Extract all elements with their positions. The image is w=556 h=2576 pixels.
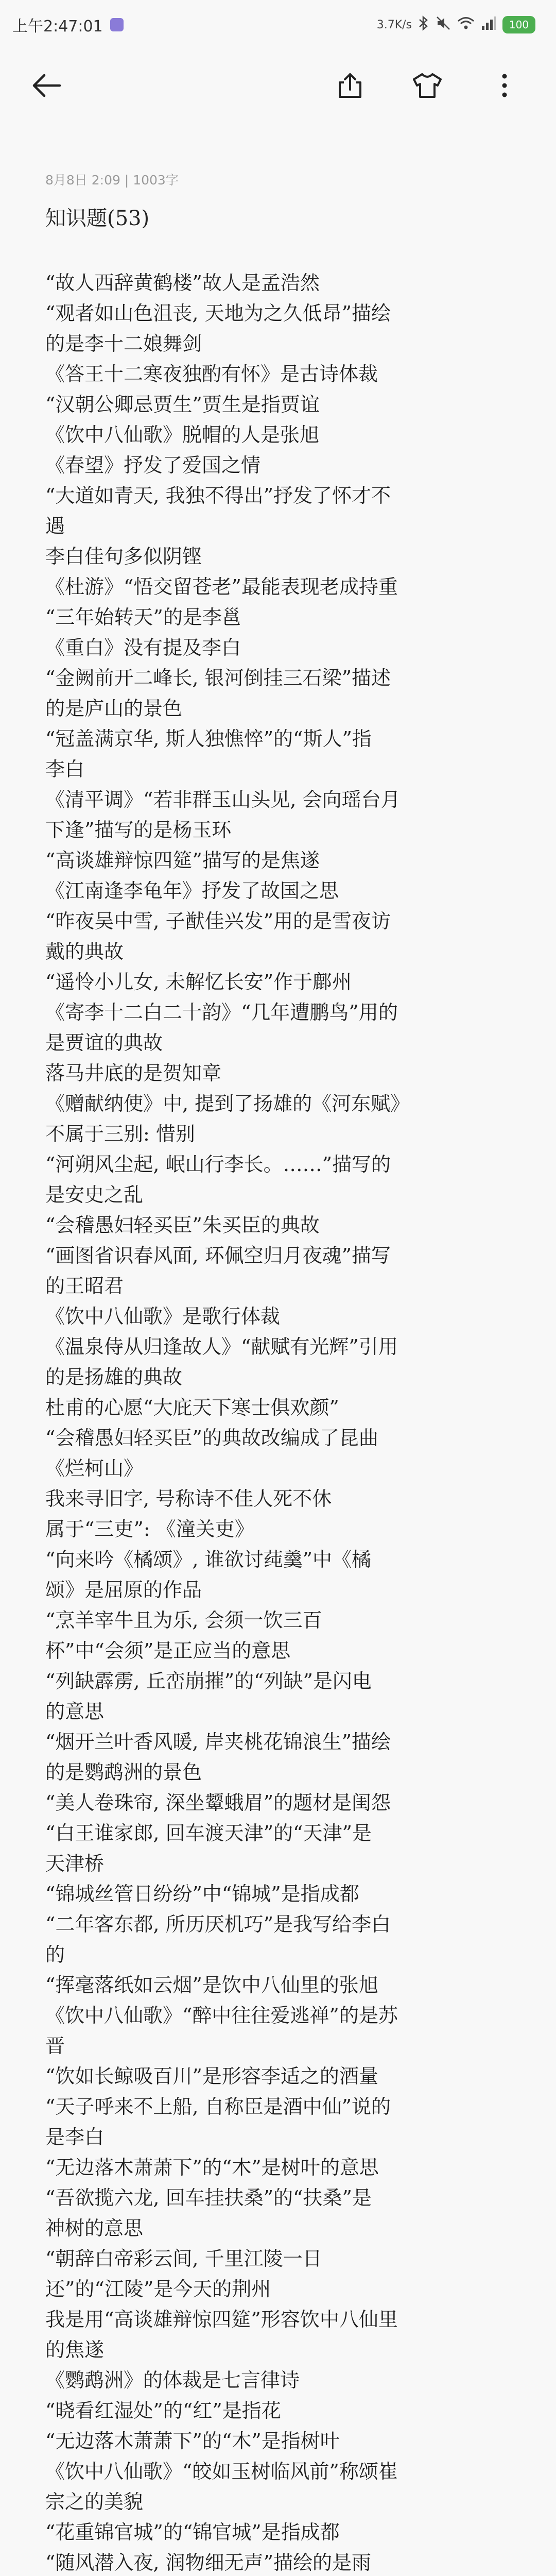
note-line: “饮如长鲸吸百川”是形容李适之的酒量 <box>45 2065 378 2088</box>
note-line: 《清平调》“若非群玉山头见, 会向瑶台月 <box>45 788 401 811</box>
note-line: “朝辞白帝彩云间, 千里江陵一日 <box>45 2247 322 2270</box>
note-line: “烹羊宰牛且为乐, 会须一饮三百 <box>45 1609 322 1632</box>
more-vertical-icon <box>499 71 510 100</box>
status-time: 上午2:47:01 <box>12 18 103 36</box>
note-line: 宗之的美貌 <box>45 2490 144 2513</box>
mute-icon <box>436 15 451 34</box>
note-line: “故人西辞黄鹤楼”故人是孟浩然 <box>45 272 320 294</box>
note-line: “向来吟《橘颂》, 谁欲讨莼羹”中《橘 <box>45 1548 372 1571</box>
note-line: “观者如山色沮丧, 天地为之久低昂”描绘 <box>45 302 391 325</box>
note-line: 李白佳句多似阴铿 <box>45 545 202 568</box>
note-line: “随风潜入夜, 润物细无声”描绘的是雨 <box>45 2551 372 2574</box>
note-line: 《烂柯山》 <box>45 1457 144 1480</box>
note-line: “金阙前开二峰长, 银河倒挂三石梁”描述 <box>45 667 391 689</box>
note-line: 《温泉侍从归逢故人》“献赋有光辉”引用 <box>45 1335 398 1358</box>
note-line: 落马井底的是贺知章 <box>45 1062 222 1084</box>
note-body[interactable] <box>45 268 529 2576</box>
note-line: 《饮中八仙歌》是歌行体裁 <box>45 1305 281 1328</box>
notification-app-icon <box>110 18 124 31</box>
network-speed: 3.7K/s <box>376 18 412 31</box>
share-button[interactable] <box>329 65 371 106</box>
note-line: “花重锦官城”的“锦官城”是指成都 <box>45 2521 340 2544</box>
note-line: “三年始转天”的是李邕 <box>45 606 241 629</box>
note-line: “大道如青天, 我独不得出”抒发了怀才不 <box>45 484 391 507</box>
note-line: 的是扬雄的典故 <box>45 1366 183 1388</box>
note-line: 的意思 <box>45 1700 105 1723</box>
note-line: 遇 <box>45 515 65 537</box>
note-line: 下逢”描写的是杨玉环 <box>45 819 232 841</box>
note-line: 《寄李十二白二十韵》“几年遭鹏鸟”用的 <box>45 1001 398 1024</box>
note-line: 《杜游》“悟交留苍老”最能表现老成持重 <box>45 575 398 598</box>
note-line: “高谈雄辩惊四筵”描写的是焦遂 <box>45 849 320 872</box>
note-line: 《重白》没有提及李白 <box>45 636 241 659</box>
note-line: 是李白 <box>45 2126 105 2148</box>
shirt-icon <box>412 71 443 100</box>
note-line: 《饮中八仙歌》“皎如玉树临风前”称颂崔 <box>45 2460 398 2483</box>
note-line: 《春望》抒发了爱国之情 <box>45 454 261 477</box>
theme-button[interactable] <box>407 65 448 106</box>
share-icon <box>336 71 364 100</box>
signal-icon <box>481 15 496 34</box>
status-right <box>377 15 535 34</box>
note-line: 杜甫的心愿“大庇天下寒士俱欢颜” <box>45 1396 339 1419</box>
wifi-icon <box>457 15 475 34</box>
note-line: 的是鹦鹉洲的景色 <box>45 1761 202 1784</box>
note-line: “无边落木萧萧下”的“木”是树叶的意思 <box>45 2156 379 2179</box>
note-line: 杯”中“会须”是正应当的意思 <box>45 1639 291 1662</box>
note-line: 我来寻旧字, 号称诗不佳人死不休 <box>45 1487 332 1510</box>
note-line: 《饮中八仙歌》“醉中往往爱逃禅”的是苏 <box>45 2004 398 2027</box>
status-left <box>12 13 124 36</box>
note-line: 《饮中八仙歌》脱帽的人是张旭 <box>45 423 320 446</box>
note-meta: 8月8日 2:09 | 1003字 <box>45 173 179 188</box>
note-line: “二年客东都, 所历厌机巧”是我写给李白 <box>45 1913 391 1936</box>
note-line: “昨夜吴中雪, 子猷佳兴发”用的是雪夜访 <box>45 910 391 933</box>
note-line: “烟开兰叶香风暖, 岸夹桃花锦浪生”描绘 <box>45 1731 391 1753</box>
note-line: “美人卷珠帘, 深坐颦蛾眉”的题材是闺怨 <box>45 1791 391 1814</box>
note-line: “画图省识春风面, 环佩空归月夜魂”描写 <box>45 1244 391 1267</box>
status-bar <box>0 0 556 49</box>
note-line: “遥怜小儿女, 未解忆长安”作于鄜州 <box>45 971 352 993</box>
note-line: 《答王十二寒夜独酌有怀》是古诗体裁 <box>45 363 378 385</box>
note-title[interactable]: 知识题(53) <box>45 207 150 230</box>
note-line: “挥毫落纸如云烟”是饮中八仙里的张旭 <box>45 1974 378 1996</box>
note-line: “晓看红湿处”的“红”是指花 <box>45 2399 281 2422</box>
note-line: 属于“三吏”: 《潼关吏》 <box>45 1518 254 1540</box>
note-line: “会稽愚妇轻买臣”朱买臣的典故 <box>45 1214 320 1236</box>
note-line: 的是庐山的景色 <box>45 697 183 720</box>
note-line: “汉朝公卿忌贾生”贾生是指贾谊 <box>45 393 320 416</box>
note-line: 的王昭君 <box>45 1275 124 1297</box>
note-line: “列缺霹雳, 丘峦崩摧”的“列缺”是闪电 <box>45 1670 372 1692</box>
note-line: 的是李十二娘舞剑 <box>45 332 202 355</box>
note-line: 是贾谊的典故 <box>45 1031 163 1054</box>
note-line: 晋 <box>45 2035 65 2057</box>
note-line: “河朔风尘起, 岷山行李长。……”描写的 <box>45 1153 391 1176</box>
note-line: 李白 <box>45 758 85 781</box>
note-line: 《鹦鹉洲》的体裁是七言律诗 <box>45 2369 300 2392</box>
note-line: “无边落木萧萧下”的“木”是指树叶 <box>45 2430 340 2452</box>
note-line: “白王谁家郎, 回车渡天津”的“天津”是 <box>45 1822 372 1844</box>
note-line: 戴的典故 <box>45 940 124 963</box>
note-line: 我是用“高谈雄辩惊四筵”形容饮中八仙里 <box>45 2308 398 2331</box>
note-line: “冠盖满京华, 斯人独憔悴”的“斯人”指 <box>45 727 372 750</box>
note-line: 的焦遂 <box>45 2338 105 2361</box>
note-line: 不属于三别: 惜别 <box>45 1123 195 1145</box>
note-line: 还”的“江陵”是今天的荆州 <box>45 2278 271 2300</box>
note-line: 是安史之乱 <box>45 1183 144 1206</box>
note-line: 的 <box>45 1943 65 1966</box>
back-button[interactable] <box>26 65 67 106</box>
note-line: “锦城丝管日纷纷”中“锦城”是指成都 <box>45 1883 359 1905</box>
note-line: 《赠献纳使》中, 提到了扬雄的《河东赋》 <box>45 1092 410 1115</box>
bluetooth-icon <box>418 15 429 34</box>
battery-indicator: 100 <box>502 16 535 33</box>
note-line: “天子呼来不上船, 自称臣是酒中仙”说的 <box>45 2095 391 2118</box>
note-line: 《江南逢李龟年》抒发了故国之思 <box>45 879 339 902</box>
note-line: 颂》是屈原的作品 <box>45 1579 202 1601</box>
more-options-button[interactable] <box>484 65 525 106</box>
note-line: 神树的意思 <box>45 2217 144 2240</box>
note-line: “吾欲揽六龙, 回车挂扶桑”的“扶桑”是 <box>45 2187 372 2209</box>
back-arrow-icon <box>31 73 62 98</box>
note-toolbar <box>0 49 556 122</box>
note-line: “会稽愚妇轻买臣”的典故改编成了昆曲 <box>45 1427 378 1449</box>
note-line: 天津桥 <box>45 1852 105 1875</box>
